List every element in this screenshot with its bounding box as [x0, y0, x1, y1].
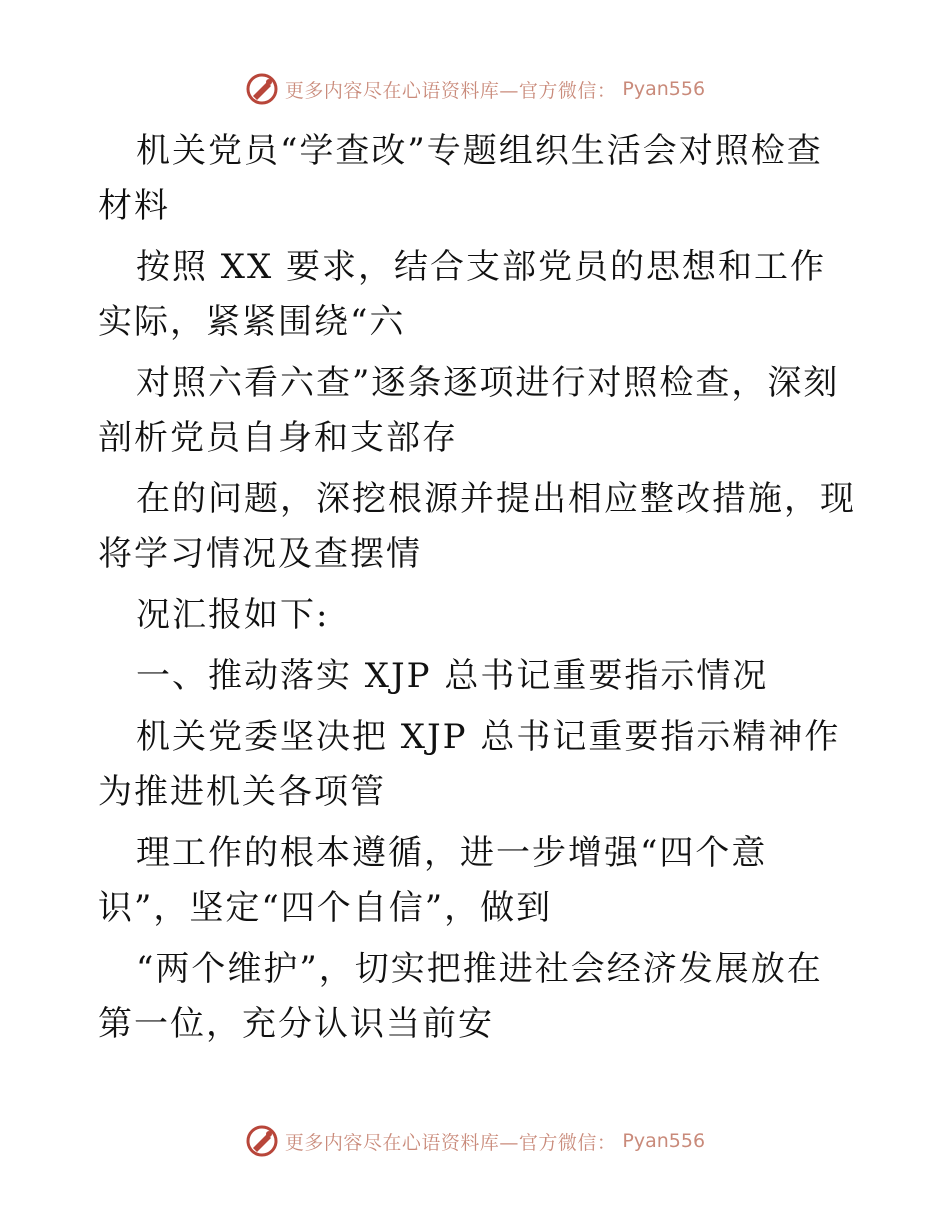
- watermark-text: 更多内容尽在心语资料库—官方微信：: [284, 79, 617, 102]
- paragraph: 况汇报如下:: [136, 595, 330, 635]
- document-body: [98, 124, 858, 1058]
- paragraph: 理工作的根本遵循，进一步增强“四个意识”，坚定“四个自信”，做到: [98, 833, 768, 928]
- paragraph: 在的问题，深挖根源并提出相应整改措施，现将学习情况及查摆情: [98, 479, 856, 574]
- watermark-footer: [0, 1124, 950, 1158]
- paragraph: 对照六看六查”逐条逐项进行对照检查，深刻剖析党员自身和支部存: [98, 363, 840, 458]
- document-title: 机关党员“学查改”专题组织生活会对照检查材料: [98, 131, 823, 226]
- watermark-wechat-id: Pyan556: [622, 1130, 706, 1152]
- paragraph: 按照 XX 要求，结合支部党员的思想和工作实际，紧紧围绕“六: [98, 247, 827, 342]
- watermark-logo-icon: [245, 1124, 279, 1158]
- watermark-logo-icon: [245, 72, 279, 106]
- watermark-text: 更多内容尽在心语资料库—官方微信：: [284, 1131, 617, 1154]
- paragraph: “两个维护”，切实把推进社会经济发展放在第一位，充分认识当前安: [98, 949, 823, 1044]
- watermark-wechat-id: Pyan556: [622, 78, 706, 100]
- section-heading: 一、推动落实 XJP 总书记重要指示情况: [136, 656, 769, 696]
- paragraph: 机关党委坚决把 XJP 总书记重要指示精神作为推进机关各项管: [98, 717, 841, 812]
- watermark-header: [0, 72, 950, 106]
